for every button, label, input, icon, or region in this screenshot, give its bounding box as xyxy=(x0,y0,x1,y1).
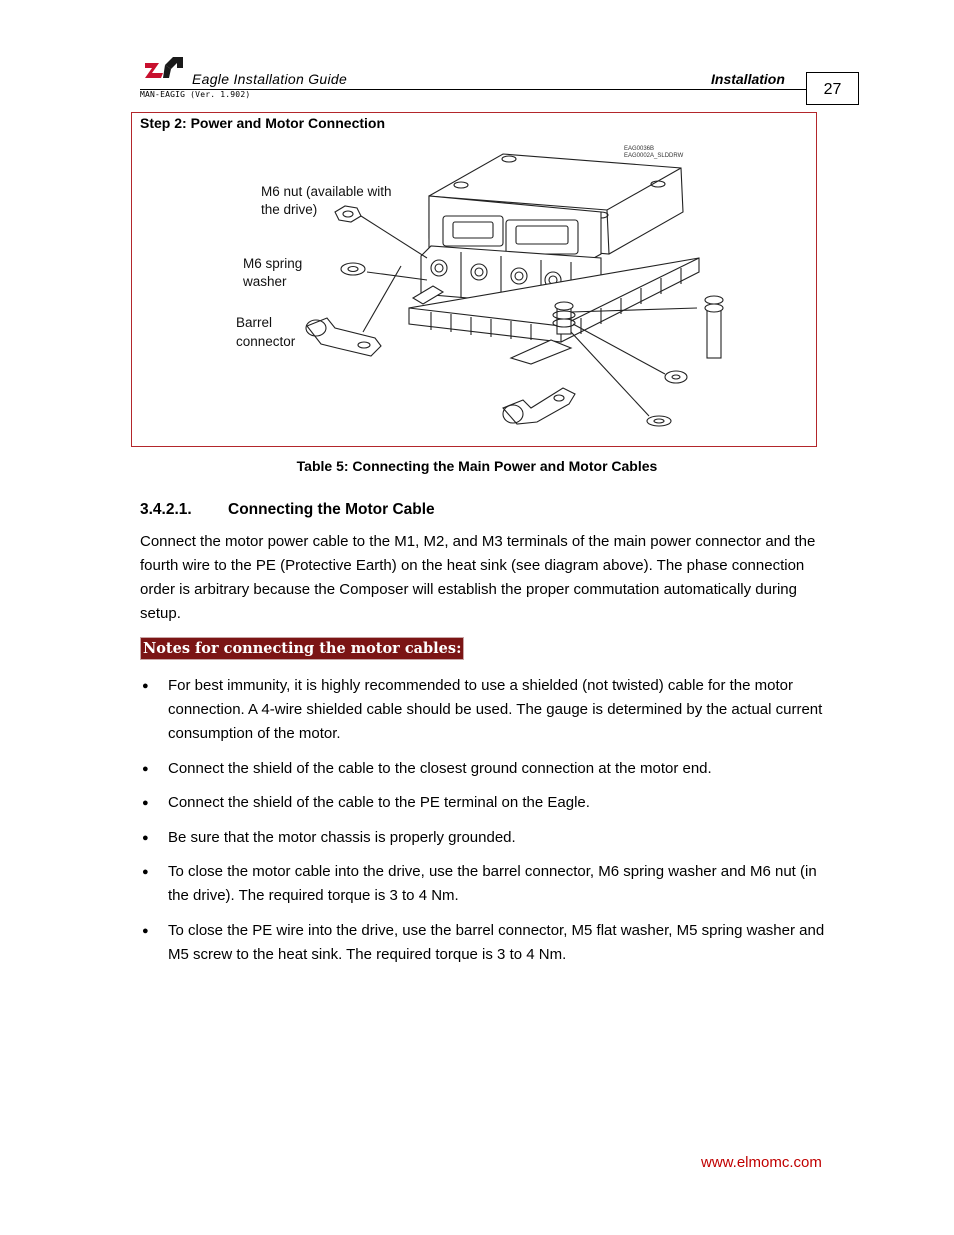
elmo-logo xyxy=(143,55,185,87)
pe-barrel-installed xyxy=(511,340,571,364)
bullet-icon: ● xyxy=(142,680,149,692)
elmo-logo-icon xyxy=(143,55,185,87)
label-m6-nut-line2: the drive) xyxy=(261,202,318,217)
section-body: Connect the motor power cable to the M1, M2, and M3 terminals of the main power connector and the fourth wire to the PE (Protective Earth) on the heat sink (see diagram above). The phase connection order is arbitrary because the Composer will establish the proper commutation automatically during setup. xyxy=(140,533,816,622)
m5-screw-part xyxy=(705,296,723,358)
list-item-text: For best immunity, it is highly recommended to use a shielded (not twisted) cable for the motor connection. A 4-wire shielded cable should be used. The gauge is determined by the actual current consumption of the motor. xyxy=(168,677,823,742)
label-m6-nut-line1: M6 nut (available with xyxy=(261,184,392,199)
figure-caption: Table 5: Connecting the Main Power and Motor Cables xyxy=(296,458,658,474)
list-item xyxy=(140,860,835,908)
m6-nut-part xyxy=(335,206,361,222)
barrel-connector-part xyxy=(306,318,381,356)
barrel-on-terminal xyxy=(413,286,443,304)
m5-spring-washer-part xyxy=(665,371,687,383)
m6-spring-washer-part xyxy=(341,263,365,275)
list-item xyxy=(140,919,835,967)
leader-m6-nut xyxy=(361,216,427,258)
list-item-text: To close the motor cable into the drive, use the barrel connector, M6 spring washer and M6 nut (in the drive). The required torque is 3 to 4 Nm. xyxy=(168,863,817,904)
list-item-text: Connect the shield of the cable to the PE terminal on the Eagle. xyxy=(168,794,590,811)
list-item-text: To close the PE wire into the drive, use the barrel connector, M5 flat washer, M5 spring washer and M5 screw to the heat sink. The required torque is 3 to 4 Nm. xyxy=(168,921,825,963)
bullet-icon: ● xyxy=(142,924,149,937)
figure-step-title: Step 2: Power and Motor Connection xyxy=(140,115,386,131)
drawing-code-1: EAG0036B xyxy=(624,146,655,152)
page-number: 27 xyxy=(806,72,859,105)
section-label: Installation xyxy=(711,71,785,87)
drawing-code-2: EAG0002A_SLDDRW xyxy=(624,153,684,159)
list-item xyxy=(140,757,835,781)
label-washer-line1: M6 spring xyxy=(243,256,303,271)
notes-heading: Notes for connecting the motor cables: xyxy=(140,637,464,660)
section-number: 3.4.2.1. xyxy=(140,501,192,518)
list-item xyxy=(140,791,835,815)
pe-barrel-connector-part xyxy=(503,388,575,424)
m5-flat-washer-part xyxy=(647,416,671,426)
bullet-icon: ● xyxy=(142,797,149,809)
list-item-text: Be sure that the motor chassis is properly grounded. xyxy=(168,828,516,846)
bullet-icon: ● xyxy=(142,831,149,844)
notes-list xyxy=(140,674,835,977)
footer-website-link[interactable]: www.elmomc.com xyxy=(701,1154,822,1171)
list-item xyxy=(140,674,835,746)
section-title: Connecting the Motor Cable xyxy=(228,501,435,518)
bullet-icon: ● xyxy=(142,866,149,878)
list-item-text: Connect the shield of the cable to the closest ground connection at the motor end. xyxy=(168,759,712,777)
label-barrel-line2: connector xyxy=(236,334,296,349)
document-version: MAN-EAGIG (Ver. 1.902) xyxy=(140,90,251,99)
label-barrel-line1: Barrel xyxy=(236,315,273,330)
document-title: Eagle Installation Guide xyxy=(192,71,348,87)
bullet-icon: ● xyxy=(142,762,149,775)
label-washer-line2: washer xyxy=(243,274,287,289)
leader-barrel xyxy=(363,266,401,332)
list-item xyxy=(140,826,835,850)
power-motor-connection-diagram xyxy=(131,112,817,447)
